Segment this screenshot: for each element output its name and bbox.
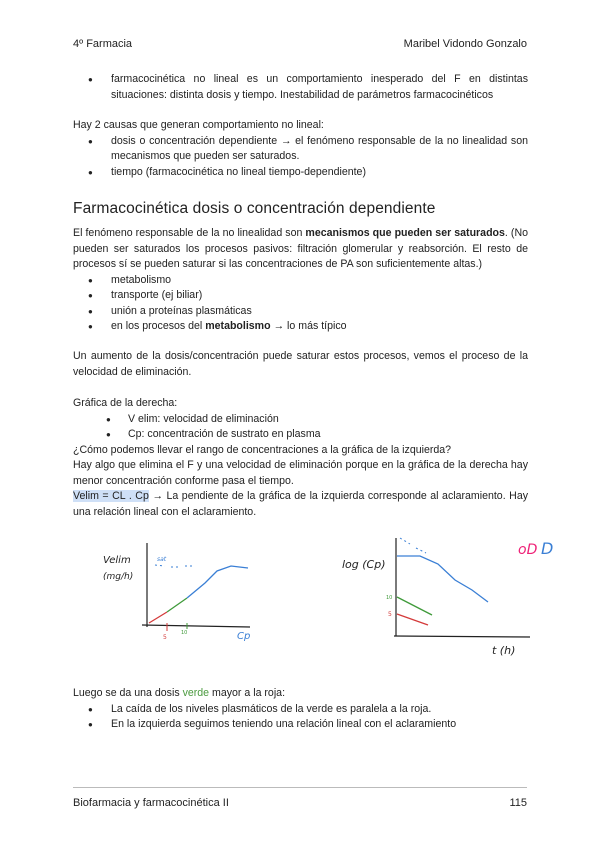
left-green-line xyxy=(167,598,187,612)
right-tick-green: 10 xyxy=(386,595,393,601)
left-blue-line xyxy=(187,566,248,598)
text: → lo más típico xyxy=(270,320,347,332)
left-sat-dashes xyxy=(155,565,195,567)
page-number: 115 xyxy=(509,797,527,809)
left-sat-annotation: sat xyxy=(157,556,167,563)
section-paragraph-1 xyxy=(73,226,528,335)
question: ¿Cómo podemos llevar el rango de concentraciones a la gráfica de la izquierda? xyxy=(73,443,452,456)
left-red-line xyxy=(149,612,167,623)
right-tick-red: 5 xyxy=(388,611,392,618)
footer-course: Biofarmacia y farmacocinética II xyxy=(73,797,229,809)
header-course: 4º Farmacia xyxy=(73,38,133,50)
text: El fenómeno responsable de la no linealidad son xyxy=(73,227,306,239)
list-item: ● dosis o concentración dependiente → el fenómeno responsable de la no linealidad son mecanismos que pueden ser saturados. xyxy=(73,134,528,165)
list-item: ● En la izquierda seguimos teniendo una relación lineal con el aclaramiento xyxy=(73,717,528,733)
text: . (No pueden ser saturados los procesos pasivos: filtración glomerular y reabsorción. El resto de procesos sí se pueden saturar si las concentraciones de PA son suficientemente altas.) xyxy=(73,227,528,270)
formula-line xyxy=(73,489,528,520)
list-item: ● metabolismo xyxy=(73,273,528,289)
list-item: ● transporte (ej biliar) xyxy=(73,288,528,304)
paragraph: Hay algo que elimina el F y una velocidad de eliminación porque en la gráfica de la derecha hay menor concentración conforme pasa el tiempo. xyxy=(73,459,528,487)
intro-bullets xyxy=(73,72,528,103)
section-title: Farmacocinética dosis o concentración dependiente xyxy=(73,200,436,217)
right-mark: oD xyxy=(518,542,538,558)
right-dashes xyxy=(400,538,426,553)
left-yunit: (mg/h) xyxy=(103,572,134,582)
text: → La pendiente de la gráfica de la izquierda corresponde al aclaramiento. Hay una relación lineal con el aclaramiento. xyxy=(73,490,529,518)
left-xlabel: Cp xyxy=(237,631,251,642)
bold-text: metabolismo xyxy=(205,320,271,332)
right-mark-d: D xyxy=(541,539,554,558)
graf-lead: Gráfica de la derecha: xyxy=(73,397,178,409)
causes-lead: Hay 2 causas que generan comportamiento no lineal: xyxy=(73,119,324,131)
closing-block xyxy=(73,686,528,733)
right-blue-curve xyxy=(397,556,488,602)
page-footer xyxy=(73,797,527,809)
list-item: ● V elim: velocidad de eliminación xyxy=(73,412,528,428)
list-item: ● farmacocinética no lineal es un comportamiento inesperado del F en distintas situaciones: distinta dosis y tiempo. Inestabilidad de parámetros farmacocinéticos xyxy=(73,72,528,103)
text: mayor a la roja: xyxy=(209,687,286,699)
left-tick-green: 10 xyxy=(181,630,188,636)
section-paragraph-2: Un aumento de la dosis/concentración puede saturar estos procesos, vemos el proceso de la velocidad de eliminación. xyxy=(73,350,528,378)
left-ylabel: Velim xyxy=(103,555,131,566)
chart-left xyxy=(95,535,270,650)
text: en los procesos del xyxy=(111,320,206,332)
right-green-line xyxy=(397,597,432,615)
chart-explanation xyxy=(73,396,528,520)
header-author: Maribel Vidondo Gonzalo xyxy=(403,38,527,50)
list-item: ● Cp: concentración de sustrato en plasma xyxy=(73,427,528,443)
bold-text: mecanismos que pueden ser saturados xyxy=(305,227,505,239)
closing-lead xyxy=(73,686,528,702)
list-item xyxy=(73,319,528,335)
green-word: verde xyxy=(182,687,210,699)
chart-right xyxy=(340,528,560,663)
right-red-line xyxy=(397,614,428,625)
footer-divider xyxy=(73,787,527,788)
right-ylabel: log (Cp) xyxy=(342,558,386,571)
list-item: ● unión a proteínas plasmáticas xyxy=(73,304,528,320)
text: Luego se da una dosis xyxy=(73,687,183,699)
right-x-axis xyxy=(394,636,530,637)
list-item: ● La caída de los niveles plasmáticos de la verde es paralela a la roja. xyxy=(73,702,528,718)
causes-block xyxy=(73,118,528,180)
right-xlabel: t (h) xyxy=(492,644,516,657)
page-header xyxy=(73,38,527,50)
formula-highlight: Velim = CL . Cp xyxy=(73,490,149,502)
list-item: ● tiempo (farmacocinética no lineal tiempo-dependiente) xyxy=(73,165,528,181)
left-x-axis xyxy=(142,625,250,627)
left-tick-red: 5 xyxy=(163,634,167,641)
